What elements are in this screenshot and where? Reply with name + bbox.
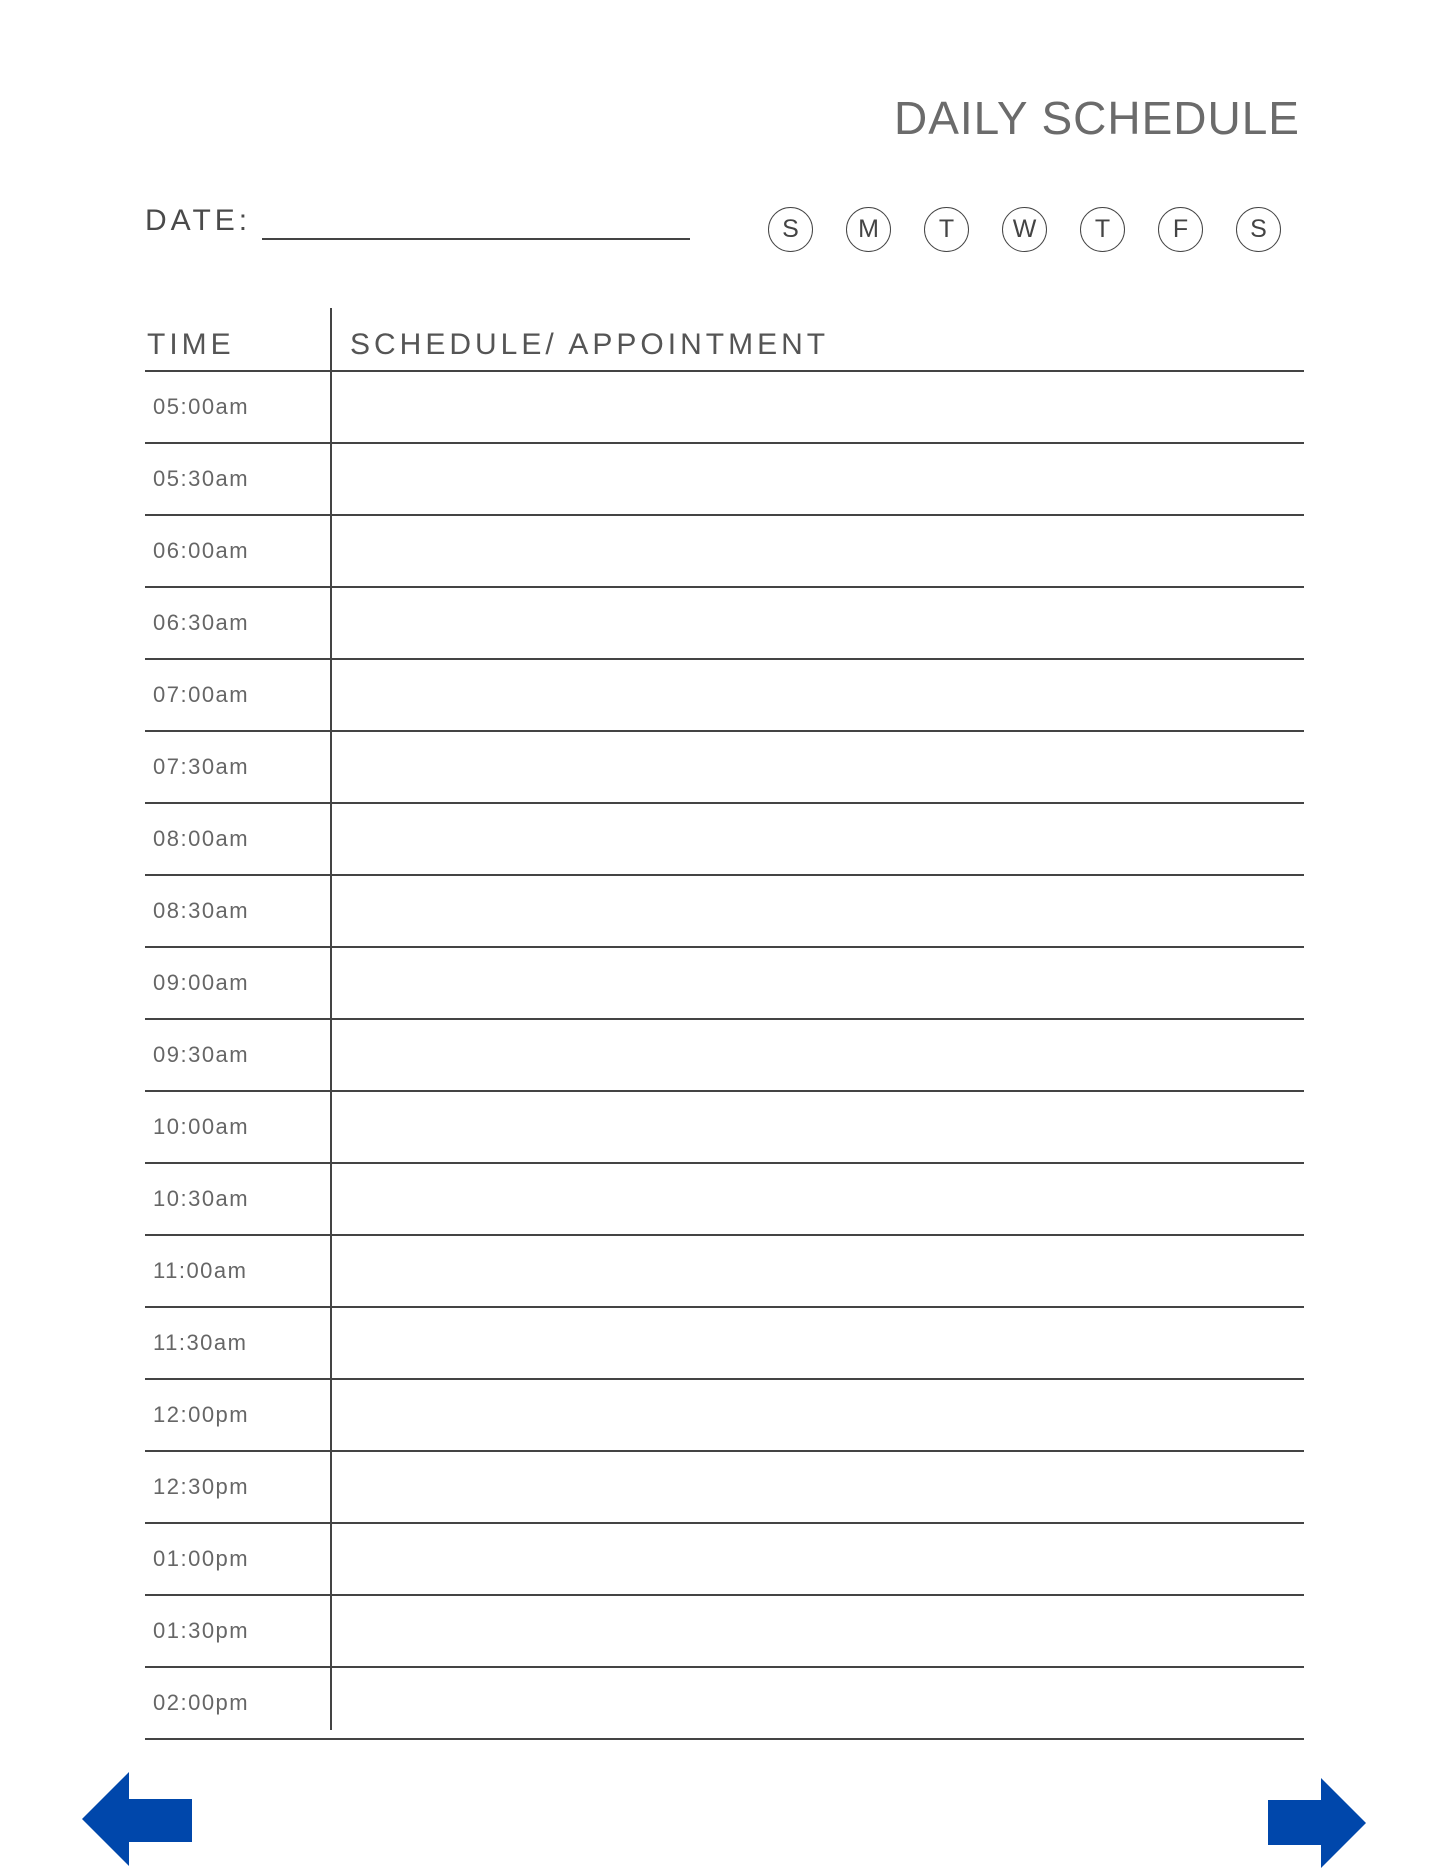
- time-slot-label: 01:00pm: [153, 1546, 250, 1571]
- time-slot-label: 11:00am: [153, 1258, 248, 1283]
- time-slot-label: 09:00am: [153, 970, 250, 995]
- next-page-arrow-icon[interactable]: [1268, 1778, 1366, 1868]
- table-row: [145, 876, 1304, 948]
- appointment-entry-field[interactable]: [332, 1452, 1304, 1522]
- time-slot-label: 08:30am: [153, 898, 250, 923]
- weekday-selector: [768, 207, 1281, 252]
- page-title: DAILY SCHEDULE: [894, 92, 1300, 144]
- time-slot-label: 02:00pm: [153, 1690, 250, 1715]
- time-slot-label: 05:00am: [153, 394, 250, 419]
- appointment-entry-field[interactable]: [332, 1524, 1304, 1594]
- appointment-entry-field[interactable]: [332, 444, 1304, 514]
- appointment-entry-field[interactable]: [332, 1380, 1304, 1450]
- appointment-entry-field[interactable]: [332, 1164, 1304, 1234]
- day-thursday[interactable]: T: [1080, 207, 1125, 252]
- table-row: [145, 1236, 1304, 1308]
- time-slot-label: 01:30pm: [153, 1618, 250, 1643]
- previous-page-arrow-icon[interactable]: [82, 1772, 192, 1866]
- day-friday[interactable]: F: [1158, 207, 1203, 252]
- time-slot-label: 07:00am: [153, 682, 250, 707]
- appointment-entry-field[interactable]: [332, 1092, 1304, 1162]
- schedule-column-header: SCHEDULE/ APPOINTMENT: [350, 328, 830, 361]
- time-slot-label: 05:30am: [153, 466, 250, 491]
- time-slot-label: 12:00pm: [153, 1402, 250, 1427]
- day-sunday[interactable]: S: [768, 207, 813, 252]
- appointment-entry-field[interactable]: [332, 660, 1304, 730]
- appointment-entry-field[interactable]: [332, 1668, 1304, 1738]
- day-monday[interactable]: M: [846, 207, 891, 252]
- table-row: [145, 1524, 1304, 1596]
- table-row: [145, 660, 1304, 732]
- table-row: [145, 732, 1304, 804]
- date-label: DATE:: [145, 204, 252, 237]
- table-row: [145, 804, 1304, 876]
- time-slot-label: 11:30am: [153, 1330, 248, 1355]
- appointment-entry-field[interactable]: [332, 1596, 1304, 1666]
- table-row: [145, 1020, 1304, 1092]
- appointment-entry-field[interactable]: [332, 876, 1304, 946]
- table-row: [145, 1164, 1304, 1236]
- table-row: [145, 948, 1304, 1020]
- table-body: [145, 372, 1304, 1740]
- table-row: [145, 1596, 1304, 1668]
- schedule-table: [145, 308, 1304, 1740]
- appointment-entry-field[interactable]: [332, 588, 1304, 658]
- appointment-entry-field[interactable]: [332, 1308, 1304, 1378]
- day-saturday[interactable]: S: [1236, 207, 1281, 252]
- table-row: [145, 588, 1304, 660]
- day-tuesday[interactable]: T: [924, 207, 969, 252]
- table-row: [145, 516, 1304, 588]
- appointment-entry-field[interactable]: [332, 516, 1304, 586]
- appointment-entry-field[interactable]: [332, 732, 1304, 802]
- time-slot-label: 08:00am: [153, 826, 250, 851]
- time-slot-label: 06:00am: [153, 538, 250, 563]
- table-header: [145, 308, 1304, 372]
- time-slot-label: 06:30am: [153, 610, 250, 635]
- table-row: [145, 1380, 1304, 1452]
- day-wednesday[interactable]: W: [1002, 207, 1047, 252]
- appointment-entry-field[interactable]: [332, 948, 1304, 1018]
- table-row: [145, 372, 1304, 444]
- time-slot-label: 12:30pm: [153, 1474, 250, 1499]
- table-row: [145, 1668, 1304, 1740]
- appointment-entry-field[interactable]: [332, 804, 1304, 874]
- date-input-line[interactable]: [262, 238, 690, 240]
- time-slot-label: 07:30am: [153, 754, 250, 779]
- time-slot-label: 10:00am: [153, 1114, 250, 1139]
- table-row: [145, 444, 1304, 516]
- appointment-entry-field[interactable]: [332, 1236, 1304, 1306]
- table-row: [145, 1308, 1304, 1380]
- time-slot-label: 10:30am: [153, 1186, 250, 1211]
- appointment-entry-field[interactable]: [332, 1020, 1304, 1090]
- time-column-header: TIME: [147, 328, 235, 361]
- appointment-entry-field[interactable]: [332, 372, 1304, 442]
- time-slot-label: 09:30am: [153, 1042, 250, 1067]
- table-row: [145, 1092, 1304, 1164]
- table-row: [145, 1452, 1304, 1524]
